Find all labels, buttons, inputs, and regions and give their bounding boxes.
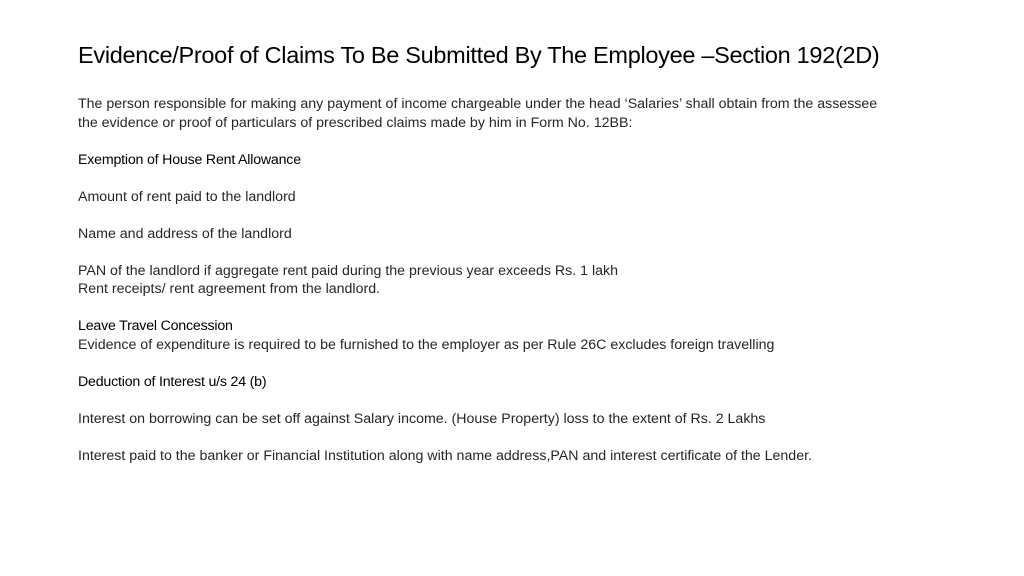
intro-line-2: the evidence or proof of particulars of prescribed claims made by him in Form No. 12BB:: [78, 114, 633, 131]
interest-item-setoff: Interest on borrowing can be set off against Salary income. (House Property) loss to the extent of Rs. 2 Lakhs: [78, 410, 766, 427]
hra-heading: Exemption of House Rent Allowance: [78, 151, 301, 168]
hra-item-landlord-pan: PAN of the landlord if aggregate rent paid during the previous year exceeds Rs. 1 lakh: [78, 262, 618, 279]
hra-item-rent-paid: Amount of rent paid to the landlord: [78, 188, 296, 205]
hra-item-rent-receipts: Rent receipts/ rent agreement from the landlord.: [78, 281, 381, 297]
spacer: [78, 243, 978, 262]
ltc-item-evidence: Evidence of expenditure is required to be furnished to the employer as per Rule 26C excludes foreign travelling: [78, 336, 775, 353]
hra-item-landlord-name: Name and address of the landlord: [78, 225, 292, 242]
spacer: [78, 299, 978, 318]
spacer: [78, 391, 978, 410]
spacer: [78, 354, 978, 373]
spacer: [78, 206, 978, 225]
spacer: [78, 169, 978, 188]
slide-body: [78, 95, 978, 465]
interest-item-certificate: Interest paid to the banker or Financial Institution along with name address,PAN and interest certificate of the Lender.: [78, 447, 812, 464]
ltc-heading: Leave Travel Concession: [78, 318, 233, 334]
slide-title: Evidence/Proof of Claims To Be Submitted By The Employee –Section 192(2D): [78, 42, 880, 68]
intro-line-1: The person responsible for making any payment of income chargeable under the head ‘Salaries’ shall obtain from the assessee: [78, 96, 878, 112]
spacer: [78, 132, 978, 151]
interest-heading: Deduction of Interest u/s 24 (b): [78, 373, 267, 390]
spacer: [78, 428, 978, 447]
